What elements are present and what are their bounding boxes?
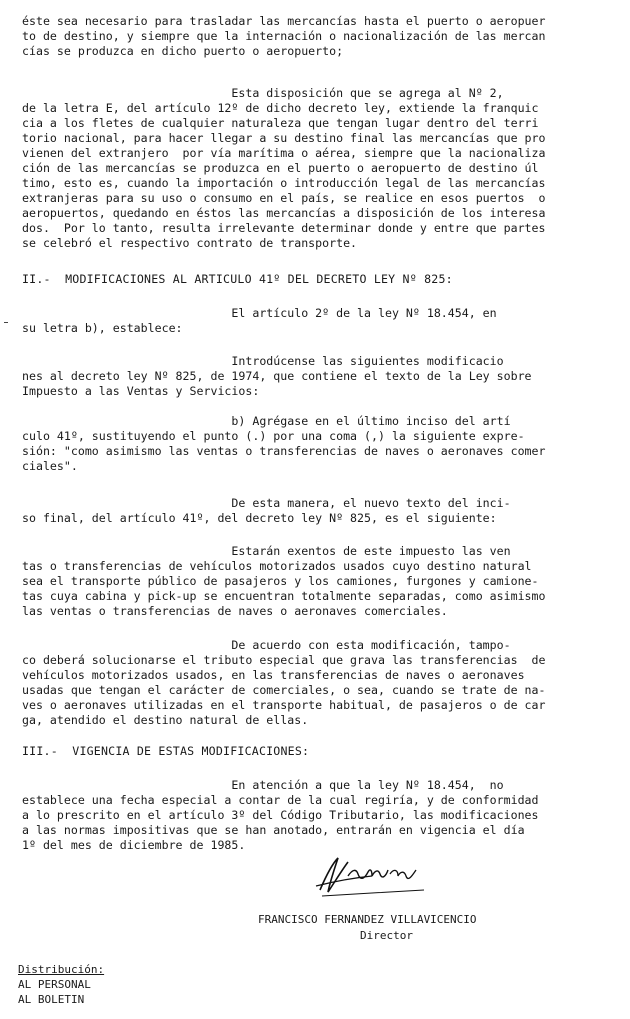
distribution-item: AL BOLETIN [18,993,85,1006]
paragraph-acuerdo [22,638,614,728]
text-line: ciales". [22,459,78,473]
signatory-title: Director [360,929,413,942]
text-line: aeropuertos, quedando en éstos las mercancías a disposición de los interesa [22,206,546,220]
text-line: to de destino, y siempre que la internación o nacionalización de las mercan [22,29,546,43]
text-line: b) Agrégase en el último inciso del artí [22,414,511,428]
text-line: so final, del artículo 41º, del decreto ley Nº 825, es el siguiente: [22,511,497,525]
paragraph-introducense [22,354,614,399]
text-line: 1º del mes de diciembre de 1985. [22,838,246,852]
text-line: su letra b), establece: [22,321,183,335]
paragraph-vigencia [22,778,614,853]
margin-mark [4,322,8,323]
text-line: culo 41º, sustituyendo el punto (.) por una coma (,) la siguiente expre- [22,429,525,443]
text-line: tas cuya cabina y pick-up se encuentran totalmente separadas, como asimismo [22,589,546,603]
text-line: vehículos motorizados usados, en las transferencias de naves o aeronaves [22,668,525,682]
text-line: a las normas impositivas que se han anotado, entrarán en vigencia el día [22,823,525,837]
text-line: usadas que tengan el carácter de comerciales, o sea, cuando se trate de na- [22,683,546,697]
signatory-name: FRANCISCO FERNANDEZ VILLAVICENCIO [258,913,477,926]
paragraph-nuevo-texto [22,496,614,526]
text-line: se celebró el respectivo contrato de transporte. [22,236,358,250]
text-line: Estarán exentos de este impuesto las ven [22,544,511,558]
text-line: timo, esto es, cuando la importación o introducción legal de las mercancías [22,176,546,190]
text-line: Introdúcense las siguientes modificacio [22,354,504,368]
distribution-title: Distribución: [18,963,105,976]
paragraph-articulo-2 [22,306,614,336]
text-line: ga, atendido el destino natural de ellas. [22,713,309,727]
text-line: Impuesto a las Ventas y Servicios: [22,384,260,398]
handwritten-signature [312,846,432,904]
text-line: Esta disposición que se agrega al Nº 2, [22,86,504,100]
text-line: El artículo 2º de la ley Nº 18.454, en [22,306,497,320]
section-heading-modificaciones: II.- MODIFICACIONES AL ARTICULO 41º DEL DECRETO LEY Nº 825: [22,272,453,286]
text-line: de la letra E, del artículo 12º de dicho decreto ley, extiende la franquic [22,101,539,115]
text-line: cia a los fletes de cualquier naturaleza que tengan lugar dentro del terri [22,116,539,130]
text-line: vienen del extranjero por vía marítima o aérea, siempre que la nacionaliza [22,146,546,160]
text-line: torio nacional, para hacer llegar a su destino final las mercancías que pro [22,131,546,145]
text-line: co deberá solucionarse el tributo especial que grava las transferencias de [22,653,546,667]
text-line: extranjeras para su uso o consumo en el país, se realice en esos puertos o [22,191,546,205]
text-line: ves o aeronaves utilizadas en el transporte habitual, de pasajeros o de car [22,698,546,712]
text-line: cías se produzca en dicho puerto o aeropuerto; [22,44,344,58]
distribution-item: AL PERSONAL [18,978,91,991]
text-line: tas o transferencias de vehículos motorizados usados cuyo destino natural [22,559,532,573]
text-line: ción de las mercancías se produzca en el puerto o aeropuerto de destino úl [22,161,539,175]
distribution-list [18,962,104,1007]
text-line: nes al decreto ley Nº 825, de 1974, que contiene el texto de la Ley sobre [22,369,532,383]
text-line: establece una fecha especial a contar de la cual regiría, y de conformidad [22,793,539,807]
paragraph-agregase [22,414,614,474]
paragraph-disposicion [22,86,614,251]
text-line: a lo prescrito en el artículo 3º del Código Tributario, las modificaciones [22,808,539,822]
text-line: dos. Por lo tanto, resulta irrelevante determinar donde y entre que partes [22,221,546,235]
section-heading-vigencia: III.- VIGENCIA DE ESTAS MODIFICACIONES: [22,744,310,758]
paragraph-exentos [22,544,614,619]
text-line: De esta manera, el nuevo texto del inci- [22,496,511,510]
text-line: sea el transporte público de pasajeros y los camiones, furgones y camione- [22,574,539,588]
text-line: sión: "como asimismo las ventas o transferencias de naves o aeronaves comer [22,444,546,458]
paragraph-continuation [22,14,614,59]
text-line: De acuerdo con esta modificación, tampo- [22,638,511,652]
text-line: éste sea necesario para trasladar las mercancías hasta el puerto o aeropuer [22,14,546,28]
text-line: En atención a que la ley Nº 18.454, no [22,778,504,792]
text-line: las ventas o transferencias de naves o aeronaves comerciales. [22,604,448,618]
